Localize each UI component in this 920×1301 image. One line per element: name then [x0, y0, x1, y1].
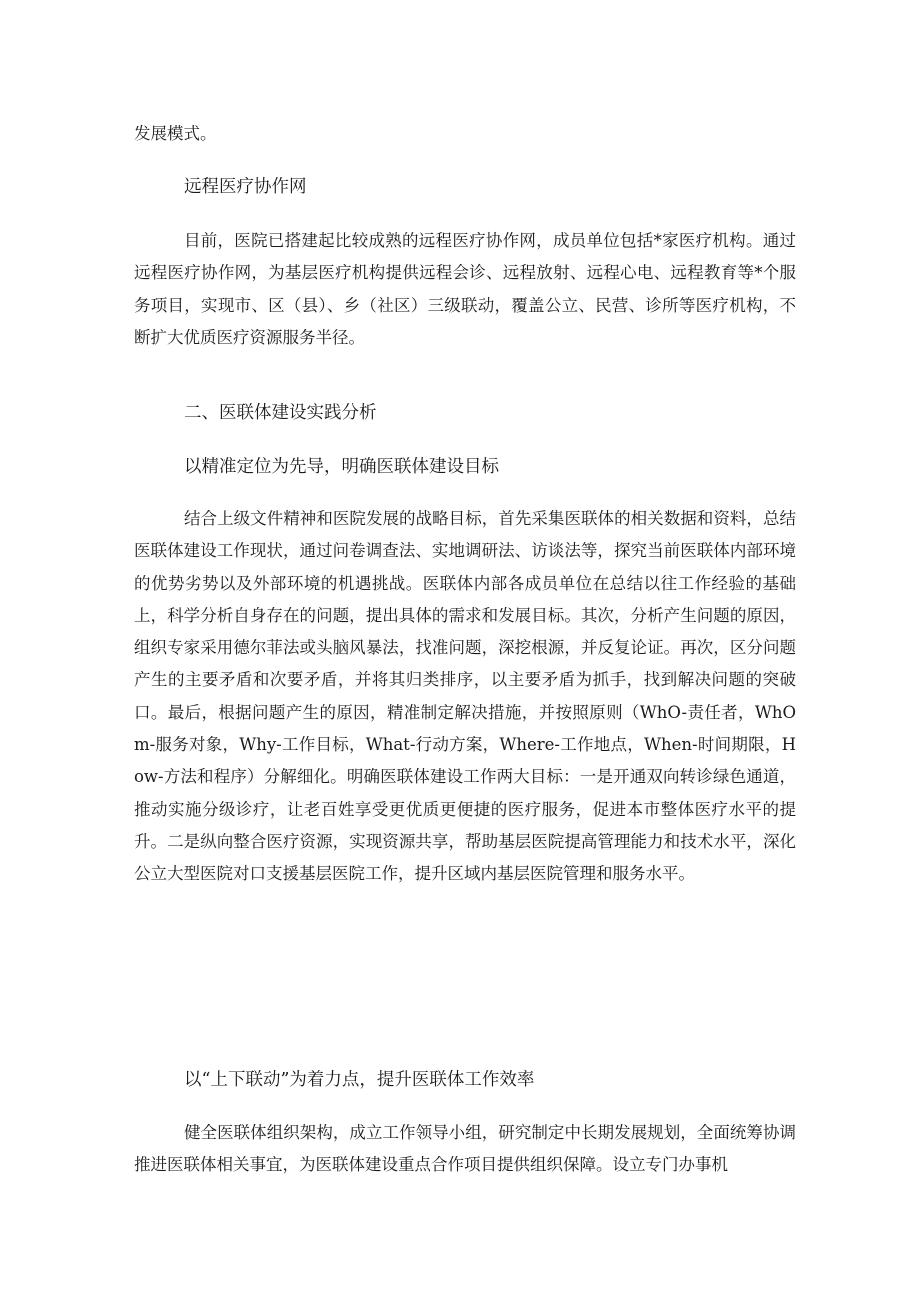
section-heading-remote-network: 远程医疗协作网	[184, 177, 307, 197]
paragraph-continuation: 发展模式。	[134, 124, 217, 143]
section-heading-practice-analysis: 二、医联体建设实践分析	[184, 403, 377, 423]
paragraph-remote-network: 目前，医院已搭建起比较成熟的远程医疗协作网，成员单位包括*家医疗机构。通过远程医疗协作网，为基层医疗机构提供远程会诊、远程放射、远程心电、远程教育等*个服务项目，实现市、区（县）、乡（社区）三级联动，覆盖公立、民营、诊所等医疗机构，不断扩大优质医疗资源服务半径。	[134, 231, 796, 347]
section-heading-precise-positioning: 以精准定位为先导，明确医联体建设目标	[184, 457, 499, 477]
paragraph-linkage: 健全医联体组织架构，成立工作领导小组，研究制定中长期发展规划，全面统筹协调推进医联体相关事宜，为医联体建设重点合作项目提供组织保障。设立专门办事机	[134, 1123, 796, 1175]
section-heading-linkage: 以“上下联动”为着力点，提升医联体工作效率	[184, 1070, 535, 1090]
paragraph-precise-positioning: 结合上级文件精神和医院发展的战略目标，首先采集医联体的相关数据和资料，总结医联体建设工作现状，通过问卷调查法、实地调研法、访谈法等，探究当前医联体内部环境的优势劣势以及外部环境的机遇挑战。医联体内部各成员单位在总结以往工作经验的基础上，科学分析自身存在的问题，提出具体的需求和发展目标。其次，分析产生问题的原因，组织专家采用德尔菲法或头脑风暴法，找准问题，深挖根源，并反复论证。再次，区分问题产生的主要矛盾和次要矛盾，并将其归类排序，以主要矛盾为抓手，找到解决问题的突破口。最后，根据问题产生的原因，精准制定解决措施，并按照原则（WhO-责任者，WhOm-服务对象，Why-工作目标，What-行动方案，Where-工作地点，When-时间期限，How-方法和程序）分解细化。明确医联体建设工作两大目标：一是开通双向转诊绿色通道，推动实施分级诊疗，让老百姓享受更优质更便捷的医疗服务，促进本市整体医疗水平的提升。二是纵向整合医疗资源，实现资源共享，帮助基层医院提高管理能力和技术水平，深化公立大型医院对口支援基层医院工作，提升区域内基层医院管理和服务水平。	[134, 509, 796, 884]
